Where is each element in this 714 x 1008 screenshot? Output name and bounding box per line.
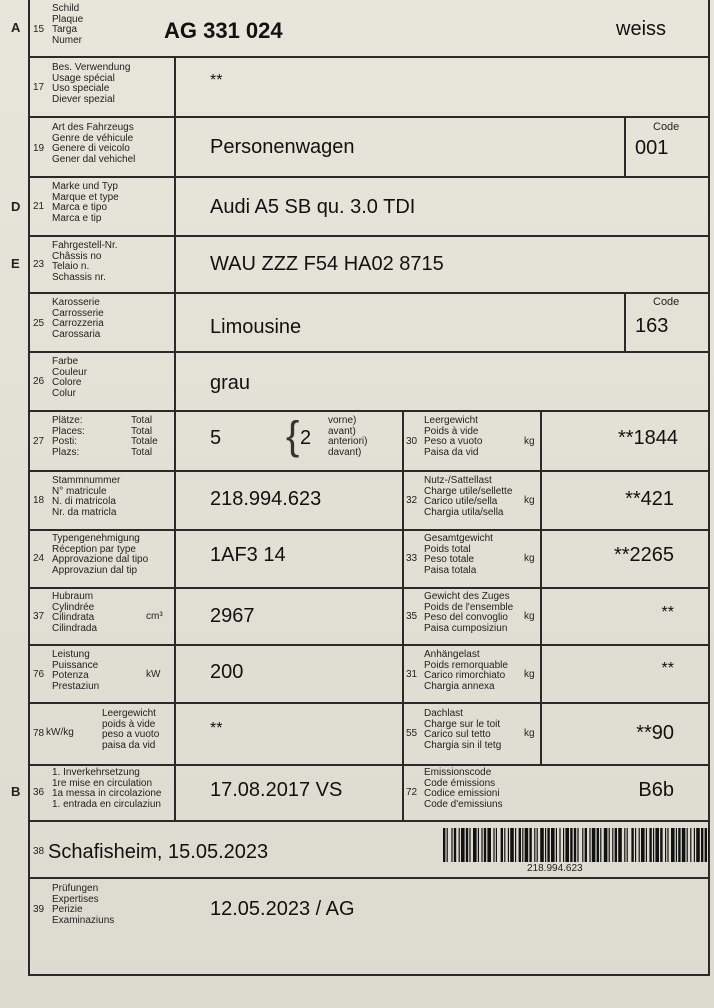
master-no-label [52, 476, 120, 518]
first-reg-label [52, 768, 162, 810]
col-line [540, 410, 542, 765]
margin-letter-b: B [11, 784, 21, 799]
label-line: Places: [52, 425, 85, 437]
label-line: Totale [131, 436, 158, 447]
col-line [624, 292, 626, 351]
label-line: Numer [52, 34, 83, 46]
label-line: Cilindrada [52, 622, 98, 634]
vehicle-type-code: 001 [635, 137, 669, 159]
field-number: 38 [33, 846, 45, 857]
row-line [28, 764, 710, 766]
row-line [28, 351, 710, 353]
emission-value: B6b [638, 779, 674, 801]
label-line: Peso totale [424, 554, 475, 565]
make-value: Audi A5 SB qu. 3.0 TDI [210, 196, 416, 218]
inspections-value: 12.05.2023 / AG [210, 898, 355, 920]
make-label [52, 182, 119, 224]
label-line: Charge utile/sellette [424, 485, 513, 497]
emission-label [424, 768, 503, 810]
row-line [28, 587, 710, 589]
field-number: 33 [406, 553, 418, 564]
label-line: Examinaziuns [52, 914, 115, 926]
chassis-value: WAU ZZZ F54 HA02 8715 [210, 253, 444, 275]
label-line: Gesamtgewicht [424, 533, 493, 544]
empty-weight-label [424, 416, 482, 458]
label-line: peso a vuoto [102, 729, 160, 740]
label-line: Total [131, 446, 153, 458]
label-line: Poids à vide [424, 425, 479, 437]
label-line: Cilindrata [52, 612, 95, 623]
usage-value: ** [210, 72, 223, 89]
unit-label: kg [524, 436, 535, 447]
field-number: 39 [33, 904, 45, 915]
front-seats-value: 2 [300, 427, 312, 449]
chassis-label [52, 241, 118, 283]
label-line: Approvaziun dal tip [52, 564, 138, 576]
label-line: Charge sur le toit [424, 718, 501, 730]
type-approval-label [52, 534, 148, 576]
label-line: 1a messa in circolazione [52, 788, 162, 799]
field-number: 27 [33, 436, 45, 447]
train-weight-label [424, 592, 513, 634]
field-number: 78 [33, 728, 45, 739]
label-line: poids à vide [102, 718, 156, 730]
row-line [28, 56, 710, 58]
label-line: Chargia annexa [424, 680, 495, 692]
margin-letter-d: D [11, 199, 21, 214]
field-number: 35 [406, 611, 418, 622]
label-line: Hubraum [52, 591, 94, 602]
row-line [28, 116, 710, 118]
vehicle-type-value: Personenwagen [210, 136, 355, 158]
trailer-load-label [424, 650, 508, 692]
barcode-icon [443, 828, 709, 862]
body-label [52, 298, 104, 340]
label-line: Cylindrée [52, 601, 95, 613]
label-line: Prüfungen [52, 883, 99, 894]
seats-value: 5 [210, 427, 222, 449]
label-line: Marke und Typ [52, 181, 118, 192]
unit-label: cm³ [146, 611, 163, 622]
label-line: Carico utile/sella [424, 496, 498, 507]
label-line: Expertises [52, 893, 99, 905]
label-line: Gewicht des Zuges [424, 591, 510, 602]
label-line: N° matricule [52, 485, 107, 497]
field-number: 23 [33, 259, 45, 270]
label-line: Dachlast [424, 708, 463, 719]
label-line: davant) [328, 446, 362, 458]
label-line: Typengenehmigung [52, 533, 140, 544]
col-line [402, 410, 404, 821]
row-line [28, 410, 710, 412]
barcode-number: 218.994.623 [527, 863, 583, 874]
place-date-value: Schafisheim, 15.05.2023 [48, 841, 269, 863]
roof-load-value: **90 [636, 722, 674, 744]
unit-label: kg [524, 495, 535, 506]
color-label [52, 357, 87, 399]
label-line: Peso a vuoto [424, 436, 483, 447]
field-number: 32 [406, 495, 418, 506]
border-bottom [28, 974, 710, 976]
kw-kg-value: ** [210, 720, 223, 737]
label-line: Targa [52, 24, 78, 35]
label-line: Couleur [52, 366, 88, 378]
label-line: Approvazione dal tipo [52, 554, 149, 565]
type-approval-value: 1AF3 14 [210, 544, 286, 566]
row-line [28, 877, 710, 879]
inspections-label [52, 884, 114, 926]
seats-total-label [131, 416, 158, 458]
label-line: Total [131, 415, 153, 426]
label-line: paisa da vid [102, 739, 156, 751]
vehicle-type-label [52, 123, 135, 165]
power-value: 200 [210, 661, 244, 683]
row-line [28, 820, 710, 822]
label-line: Leergewicht [102, 708, 156, 719]
label-line: Schild [52, 3, 80, 14]
label-line: Chargia sin il tetg [424, 739, 502, 751]
label-line: Nr. da matricla [52, 506, 117, 518]
label-line: 1re mise en circulation [52, 777, 153, 789]
train-weight-value: ** [661, 604, 674, 621]
label-line: Usage spécial [52, 72, 115, 84]
label-line: Emissionscode [424, 767, 492, 778]
label-line: vorne) [328, 415, 357, 426]
field-number: 21 [33, 201, 45, 212]
front-seats-label [328, 416, 367, 458]
field-number: 18 [33, 495, 45, 506]
row-line [28, 176, 710, 178]
unit-label: kg [524, 553, 535, 564]
label-line: Marca e tip [52, 212, 102, 224]
label-line: Potenza [52, 670, 89, 681]
body-code: 163 [635, 315, 669, 337]
plate-number: AG 331 024 [164, 18, 283, 43]
master-no-value: 218.994.623 [210, 488, 322, 510]
label-line: 1. entrada en circulaziun [52, 798, 161, 810]
field-number: 24 [33, 553, 45, 564]
label-line: Bes. Verwendung [52, 62, 131, 73]
label-line: Carossaria [52, 328, 101, 340]
label-line: Telaio n. [52, 261, 90, 272]
label-line: Code émissions [424, 777, 496, 789]
field-number: 72 [406, 787, 418, 798]
field-number: 76 [33, 669, 45, 680]
kw-kg-sub-label [102, 709, 159, 751]
total-weight-label [424, 534, 493, 576]
total-weight-value: **2265 [613, 544, 674, 566]
label-line: Code d'emissiuns [424, 798, 503, 810]
field-number: 26 [33, 376, 45, 387]
field-number: 37 [33, 611, 45, 622]
label-line: Paisa totala [424, 564, 477, 576]
margin-letter-a: A [11, 20, 21, 35]
label-line: Karosserie [52, 297, 100, 308]
row-line [28, 644, 710, 646]
label-line: Art des Fahrzeugs [52, 122, 134, 133]
row-line [28, 235, 710, 237]
label-line: Colur [52, 387, 76, 399]
first-reg-value: 17.08.2017 VS [210, 779, 343, 801]
label-line: Prestaziun [52, 680, 100, 692]
label-line: Perizie [52, 904, 83, 915]
label-line: Châssis no [52, 250, 102, 262]
col-line [624, 116, 626, 176]
label-line: anteriori) [328, 436, 368, 447]
payload-label [424, 476, 512, 518]
label-line: Codice emissioni [424, 788, 500, 799]
displacement-label [52, 592, 97, 634]
label-line: Leergewicht [424, 415, 478, 426]
label-line: 1. Inverkehrsetzung [52, 767, 140, 778]
label-line: Marca e tipo [52, 202, 108, 213]
label-line: Plaque [52, 13, 84, 25]
power-label [52, 650, 99, 692]
field-number: 31 [406, 669, 418, 680]
payload-value: **421 [625, 488, 674, 510]
unit-label: kg [524, 669, 535, 680]
label-line: Uso speciale [52, 83, 110, 94]
label-line: Carrozzeria [52, 318, 104, 329]
label-line: Stammnummer [52, 475, 121, 486]
unit-label: kg [524, 728, 535, 739]
col-line [174, 56, 176, 821]
unit-label: kW [146, 669, 161, 680]
label-line: Genre de véhicule [52, 132, 134, 144]
label-line: Puissance [52, 659, 99, 671]
row-line [28, 702, 710, 704]
field-number: 36 [33, 787, 45, 798]
field-number: 15 [33, 24, 45, 35]
label-line: Genere di veicolo [52, 143, 130, 154]
label-line: Carico sul tetto [424, 729, 491, 740]
field-number: 55 [406, 728, 418, 739]
plate-label [52, 4, 83, 46]
color-value: grau [210, 372, 251, 394]
label-line: Posti: [52, 436, 78, 447]
label-line: Chargia utila/sella [424, 506, 504, 518]
field-number: 17 [33, 82, 45, 93]
row-line [28, 292, 710, 294]
label-line: Total [131, 425, 153, 437]
field-number: 25 [33, 318, 45, 329]
trailer-load-value: ** [661, 660, 674, 677]
code-label: Code [653, 296, 680, 308]
border-left [28, 0, 30, 975]
label-line: Peso del convoglio [424, 612, 508, 623]
label-line: Carico rimorchiato [424, 670, 506, 681]
label-line: Diever spezial [52, 93, 115, 105]
label-line: Paisa da vid [424, 446, 479, 458]
label-line: Anhängelast [424, 649, 480, 660]
label-line: Schassis nr. [52, 271, 106, 283]
roof-load-label [424, 709, 501, 751]
label-line: avant) [328, 425, 356, 437]
label-line: Leistung [52, 649, 90, 660]
label-line: Marque et type [52, 191, 119, 203]
label-line: Plazs: [52, 446, 80, 458]
label-line: Poids total [424, 543, 471, 555]
plate-color: weiss [616, 18, 667, 40]
code-label: Code [653, 121, 680, 133]
label-line: Poids de l'ensemble [424, 601, 514, 613]
body-value: Limousine [210, 316, 302, 338]
label-line: N. di matricola [52, 496, 116, 507]
label-line: Poids remorquable [424, 659, 508, 671]
margin-letter-e: E [11, 256, 20, 271]
label-line: Carrosserie [52, 307, 104, 319]
label-line: Nutz-/Sattellast [424, 475, 492, 486]
label-line: Fahrgestell-Nr. [52, 240, 118, 251]
label-line: Réception par type [52, 543, 136, 555]
field-number: 30 [406, 436, 418, 447]
row-line [28, 470, 710, 472]
label-line: Paisa cumposiziun [424, 622, 508, 634]
empty-weight-value: **1844 [617, 427, 678, 449]
unit-label: kg [524, 611, 535, 622]
kw-kg-label: kW/kg [46, 727, 74, 738]
seats-brace-icon: { [286, 414, 300, 458]
usage-label [52, 63, 130, 105]
displacement-value: 2967 [210, 605, 255, 627]
row-line [28, 529, 710, 531]
label-line: Gener dal vehichel [52, 153, 136, 165]
seats-label [52, 416, 85, 458]
field-number: 19 [33, 143, 45, 154]
label-line: Colore [52, 377, 82, 388]
label-line: Farbe [52, 356, 79, 367]
label-line: Plätze: [52, 415, 83, 426]
